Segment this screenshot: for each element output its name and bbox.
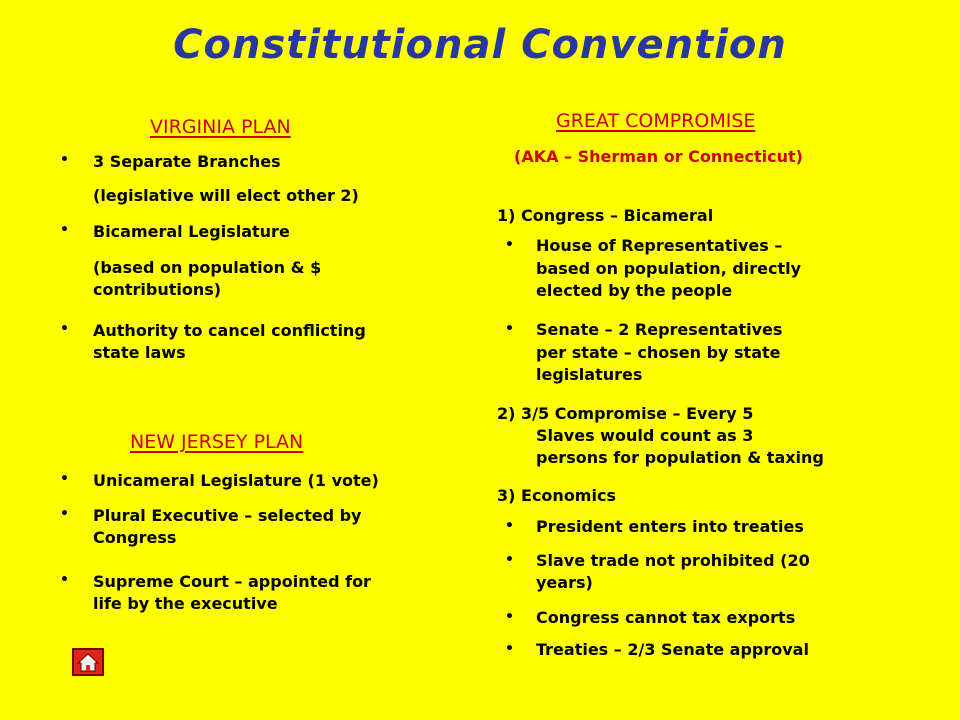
list-item: Slave trade not prohibited (20 — [536, 551, 810, 570]
bullet: • — [505, 518, 514, 534]
bullet: • — [60, 321, 69, 337]
list-item: Congress cannot tax exports — [536, 608, 796, 627]
great-compromise-heading: GREAT COMPROMISE — [556, 110, 756, 132]
bullet: • — [60, 506, 69, 522]
bullet: • — [505, 609, 514, 625]
slide-title: Constitutional Convention — [173, 22, 787, 68]
home-icon — [76, 652, 100, 672]
list-item: based on population, directly — [536, 259, 802, 278]
great-compromise-subheading: (AKA – Sherman or Connecticut) — [514, 147, 803, 166]
list-item: legislatures — [536, 365, 643, 384]
list-item: Senate – 2 Representatives — [536, 320, 783, 339]
bullet: • — [505, 641, 514, 657]
list-item: 3) Economics — [497, 486, 616, 505]
list-item: per state – chosen by state — [536, 343, 781, 362]
list-item: 1) Congress – Bicameral — [497, 206, 714, 225]
list-item: Unicameral Legislature (1 vote) — [93, 471, 379, 490]
list-item: Slaves would count as 3 — [536, 426, 754, 445]
bullet: • — [505, 552, 514, 568]
new-jersey-plan-heading: NEW JERSEY PLAN — [130, 431, 304, 453]
list-item: 3 Separate Branches — [93, 152, 281, 171]
list-item: Bicameral Legislature — [93, 222, 290, 241]
bullet: • — [60, 471, 69, 487]
bullet: • — [60, 152, 69, 168]
list-item: House of Representatives – — [536, 236, 783, 255]
list-item: (legislative will elect other 2) — [93, 186, 359, 205]
list-item: President enters into treaties — [536, 517, 804, 536]
home-button[interactable] — [72, 648, 104, 676]
list-item: (based on population & $ — [93, 258, 322, 277]
virginia-plan-heading: VIRGINIA PLAN — [150, 116, 291, 138]
list-item: 2) 3/5 Compromise – Every 5 — [497, 404, 754, 423]
list-item: Treaties – 2/3 Senate approval — [536, 640, 809, 659]
list-item: years) — [536, 573, 593, 592]
list-item: persons for population & taxing — [536, 448, 824, 467]
list-item: life by the executive — [93, 594, 278, 613]
bullet: • — [505, 237, 514, 253]
bullet: • — [60, 572, 69, 588]
list-item: Congress — [93, 528, 177, 547]
list-item: Plural Executive – selected by — [93, 506, 362, 525]
bullet: • — [505, 321, 514, 337]
list-item: contributions) — [93, 280, 222, 299]
bullet: • — [60, 222, 69, 238]
list-item: Authority to cancel conflicting — [93, 321, 366, 340]
list-item: elected by the people — [536, 281, 733, 300]
list-item: Supreme Court – appointed for — [93, 572, 371, 591]
list-item: state laws — [93, 343, 186, 362]
